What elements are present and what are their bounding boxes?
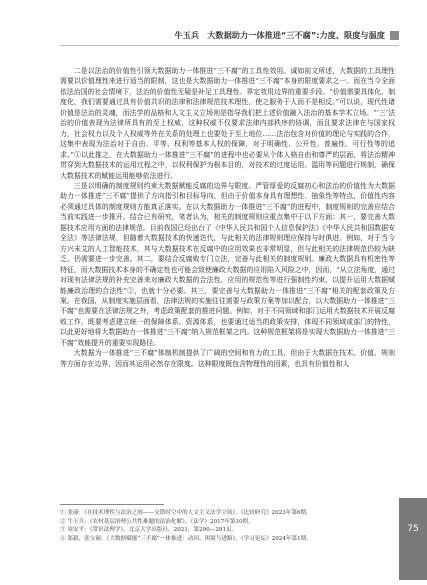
running-title: 牛玉兵 大数据助力一体推进“三不腐”:力度、限度与温度 (174, 30, 385, 40)
page-number: 75 (407, 524, 419, 534)
paragraph: 二是以法治的价值性引领大数据助力一体推进“三不腐”的工具性效用。诚如前文所述，大数据的工具理性需要以价值理性来进行适当的限制，这也是大数据助力一体推进“三不腐”本身的限度要求之一。而在当今全面依法治国的社会情境下，法治的价值性无疑是补足工具理性、界定效用边界的重要手段。“价值需要具体化、制度化，我们需要通过具有价值共识的法律和法律规范技术理性，使之服务于人而不是相反。”可以说，现代性诸价值是法治的灵魂，而法学的品格和人文主义立场则是指导我们把上述价值融入法治的基本学术立场。“‘三’法治的价值表现为法律所具有的至上权威，这种权威不仅要求法律内部秩序的协调，而且要求法律在与国家权力，社会权力以及个人权威等外在关系的处理上也要处于至上地位……法治包含对价值的理论与实践的合作，这集中表现为法治对于自由、平等、权利等基本人权的保障，对于明确性、公开性、普遍性、可行性等的追求。”①以此推之，在大数据助力一体推进“三不腐”的进程中也必要从个体人格自由和尊严的层面，将法治精神贯穿到大数据技术的运用过程之中，以权利保护为根本目的，对技术的过度运用、滥用等问题进行规制，确保大数据技术的赋能运用能够依法进行。 (60, 67, 395, 180)
footnote: ② 牛玉兵：《农村基层治理公共性难题的法治化解》，《法学》2017年第10期。 (60, 518, 254, 525)
header-square-mark (390, 31, 399, 40)
footnote-rule (60, 504, 164, 505)
header-rule (60, 45, 399, 46)
footnote: ④ 郑毅、张宝硕：《大数据赋能“三不腐”一体推进：动因、困境与进路》，《学习论坛》2024年第1期。 (60, 535, 312, 542)
paragraph: 大数据为一体推进“三不腐”体制机制提供了广阔的空间和有力的工具，但由于大数据在技术、价值、规则等方面存在边界，因而其运用必然存在限度。这种限度既包含物理性的因素，也具有价值性和人 (60, 349, 395, 368)
paragraph: 三是以明确的制度规则约束大数据赋能反腐的边界与限度。严管厚爱的反腐初心和法治的价值性为大数据助力一体推进“三不腐”提供了方向指引和目标导向，但由于价值本身具有理想性、抽象性等特点，价值性内容必须通过具体的制度规则方能真正落实。在以大数据助力一体推进“三不腐”的进程中，制度规则的完善应结合当前实践进一步推开。结合已有研究，笔者认为，相关的制度规则应重点集中于以下方面：其一，要完善大数据技术应用方面的法律规范。目前我国已经出台了《中华人民共和国个人信息保护法》《中华人民共和国数据安全法》等法律法规，但随着大数据技术的快速迭代，与此相关的法律规则理应保持与时俱进。例如，对于当今方兴未艾的人工智能技术，其与大数据技术在反腐中的应用效果也非常明显，但与此相关的法律规范仍较为缺乏，仍需要进一步完善。其二，要结合反腐败专门立法，完善与此相关的制度规则。廉政大数据具有机密性等特征，而大数据技术本身的不确定性也可能会致使廉政大数据的应用陷入风险之中，因而，“从立法角度，通过对现有法律法规的补充完善来对廉政大数据的合法性、应用的规范性等进行强制性约束，以提升运用大数据赋能廉政治理的合法性”②，也就十分必要。其三，要完善与大数据助力一体推进“三不腐”相关的配套政策及方案。在我国，从制度实施层面看，法律法规的实施往往需要与政策方案等加以配合，以大数据助力一体推进“三不腐”也需要在法律法规之外，考虑政策配套的推进问题。例如，对于不同领域和部门运用大数据技术开展反腐败工作，既要考虑建立统一的保障体系、资源体系，也要通过适当的政策安排，体现不同领域或部门的特性，以此更好地将大数据助力一体推进“三不腐”纳入规范框架之内。这种规范框架将是实现大数据助力一体推进“三不腐”效能提升的重要实现路径。 (60, 181, 395, 347)
footnote: ③ 周安平：《常识法理学》，北京大学出版社，2021，第290—291页。 (60, 527, 238, 533)
page-tab (399, 498, 427, 580)
article-body (60, 66, 395, 369)
footnotes (60, 509, 387, 543)
running-header (0, 28, 427, 46)
footnote: ① 张康：《在技术理性与法治之间——交错时空中的人文主义法学立场》，《比较研究》2023年第6期。 (60, 510, 312, 516)
